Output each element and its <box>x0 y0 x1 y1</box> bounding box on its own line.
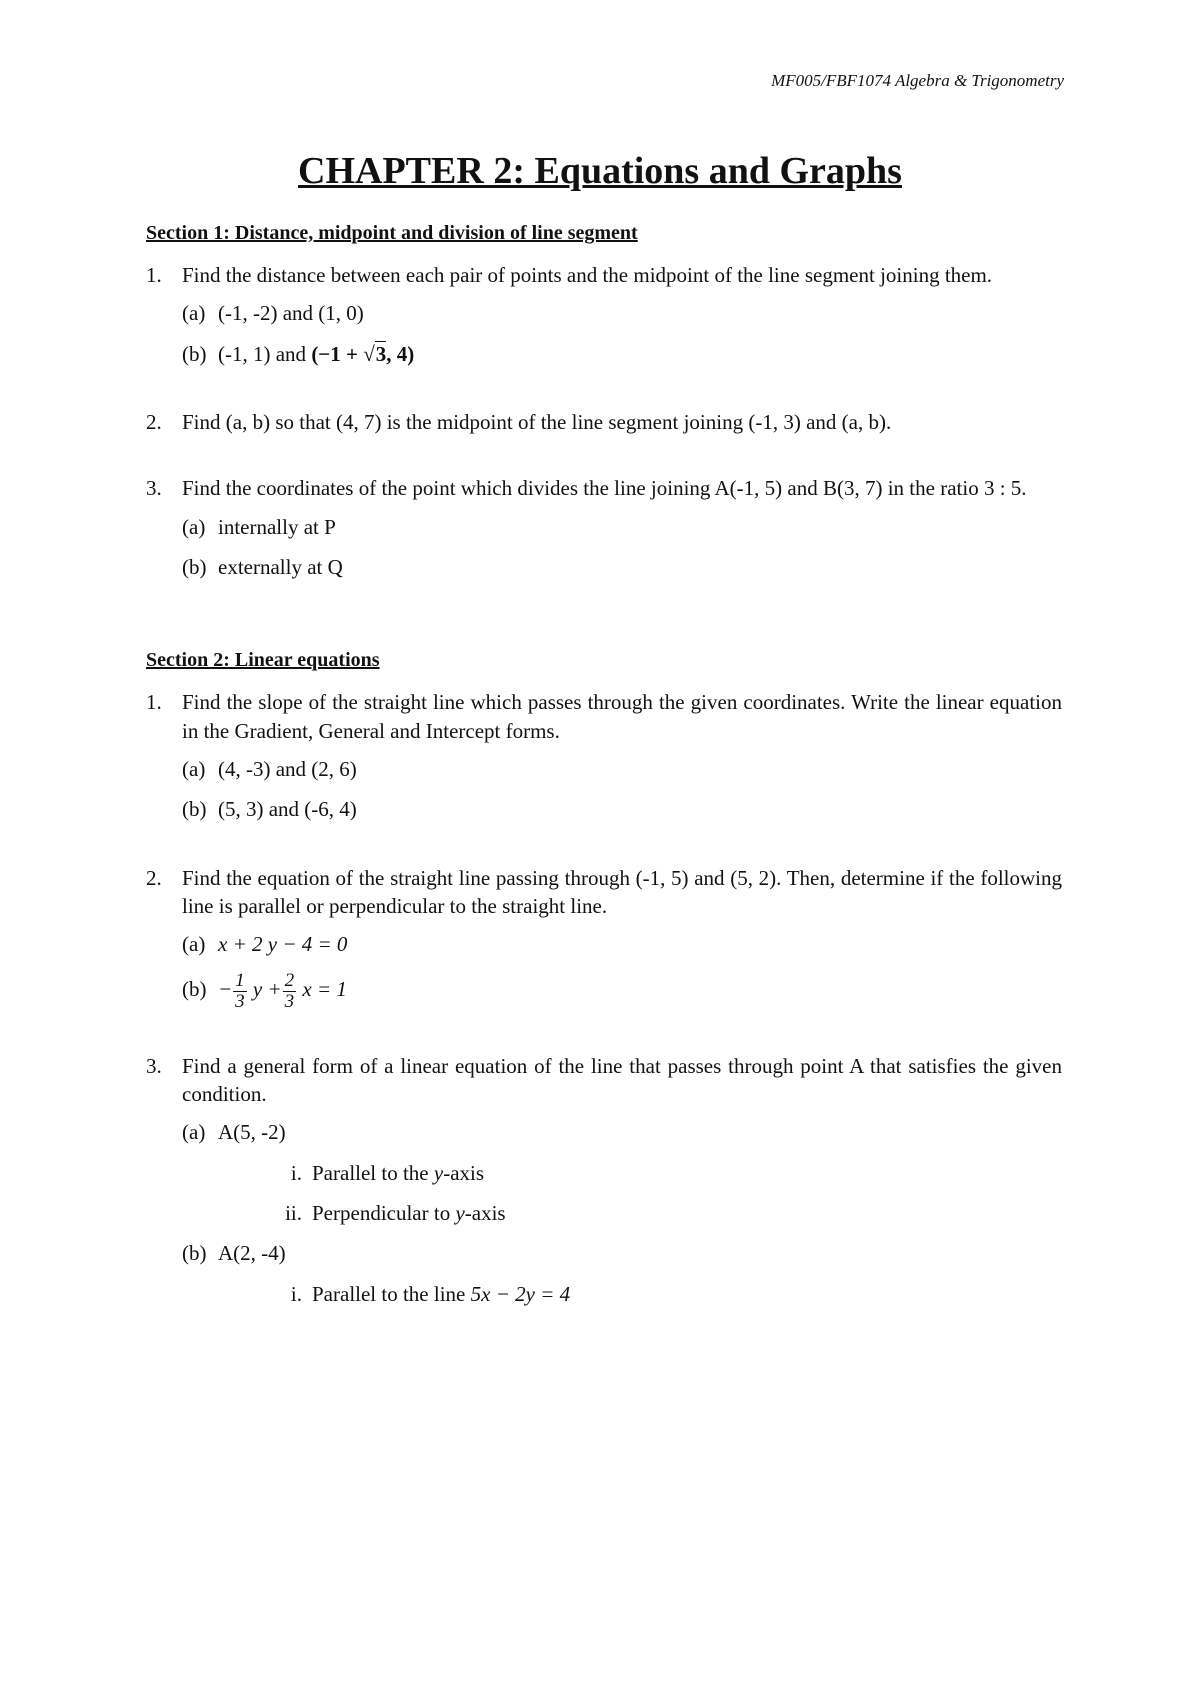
s2-q1-part-b <box>182 795 1062 823</box>
s1-question-1 <box>146 261 1062 289</box>
s1-question-2 <box>146 408 1062 436</box>
part-text: externally at Q <box>218 555 343 580</box>
s2-q2-part-a <box>182 930 1062 958</box>
section-1-heading: Section 1: Distance, midpoint and division of line segment <box>146 222 638 244</box>
s2-question-3 <box>146 1052 1062 1109</box>
part-text: (-1, -2) and (1, 0) <box>218 301 364 326</box>
part-text: (-1, 1) and <box>218 341 307 366</box>
equation: x + 2 y − 4 = 0 <box>218 932 348 957</box>
s2-question-2 <box>146 864 1062 921</box>
question-number: 2. <box>146 865 162 890</box>
s2-q3-b-i <box>246 1280 1062 1308</box>
question-text: Find the slope of the straight line which passes through the given coordinates. Write the linear equation in the Gradient, General and Intercept forms. <box>182 690 1062 743</box>
s1-q1-part-b <box>182 340 1062 368</box>
roman-text: Parallel to the line 5x − 2y = 4 <box>312 1281 571 1306</box>
roman-label: i. <box>290 1160 302 1185</box>
document-body <box>146 220 1062 1320</box>
question-text: Find (a, b) so that (4, 7) is the midpoint of the line segment joining (-1, 3) and (a, b). <box>182 410 892 435</box>
question-number: 1. <box>146 690 162 715</box>
part-label: (b) <box>182 555 207 580</box>
math-expression: (−1 + √3, 4) <box>311 341 415 366</box>
roman-text: Perpendicular to y-axis <box>312 1201 506 1226</box>
s1-q3-part-b <box>182 553 1062 581</box>
part-label: (a) <box>182 932 206 957</box>
page-title: CHAPTER 2: Equations and Graphs <box>298 150 902 192</box>
s1-q1-part-a <box>182 299 1062 327</box>
page-header: MF005/FBF1074 Algebra & Trigonometry <box>771 71 1064 90</box>
s2-q1-part-a <box>182 755 1062 783</box>
equation: − $\frac{1}{3}$ y + $\frac{2}{3}$ x = 1 <box>218 969 347 1012</box>
part-label: (a) <box>182 301 206 326</box>
question-number: 3. <box>146 476 162 501</box>
s1-q3-part-a <box>182 513 1062 541</box>
part-text: A(2, -4) <box>218 1241 286 1266</box>
roman-label: ii. <box>285 1201 302 1226</box>
part-label: (b) <box>182 1241 207 1266</box>
s2-q3-part-b <box>182 1239 1062 1267</box>
question-text: Find the coordinates of the point which divides the line joining A(-1, 5) and B(3, 7) in the ratio 3 : 5. <box>182 476 1027 501</box>
question-text: Find a general form of a linear equation of the line that passes through point A that satisfies the given condition. <box>182 1053 1062 1107</box>
s1-question-3 <box>146 474 1062 502</box>
roman-label: i. <box>290 1281 302 1306</box>
s2-q3-part-a <box>182 1118 1062 1146</box>
part-text: (4, -3) and (2, 6) <box>218 757 357 782</box>
section-2-heading: Section 2: Linear equations <box>146 649 380 672</box>
question-text: Find the distance between each pair of points and the midpoint of the line segment joining them. <box>182 263 993 287</box>
part-label: (a) <box>182 757 206 782</box>
part-label: (b) <box>182 977 207 1002</box>
question-number: 1. <box>146 263 162 287</box>
s2-q3-a-ii <box>246 1199 1062 1227</box>
part-label: (a) <box>182 1120 206 1145</box>
part-label: (b) <box>182 797 207 822</box>
question-text: Find the equation of the straight line passing through (-1, 5) and (5, 2). Then, determine if the following line is parallel or perpendicular to the straight line. <box>182 865 1062 919</box>
question-number: 2. <box>146 410 162 435</box>
roman-text: Parallel to the y-axis <box>312 1160 485 1185</box>
s2-q2-part-b <box>182 971 1062 1012</box>
part-text: (5, 3) and (-6, 4) <box>218 797 357 822</box>
question-number: 3. <box>146 1053 162 1078</box>
part-label: (a) <box>182 514 206 539</box>
part-text: A(5, -2) <box>218 1120 286 1145</box>
s2-q3-a-i <box>246 1159 1062 1187</box>
part-text: internally at P <box>218 514 336 539</box>
part-label: (b) <box>182 341 207 366</box>
s2-question-1 <box>146 688 1062 745</box>
